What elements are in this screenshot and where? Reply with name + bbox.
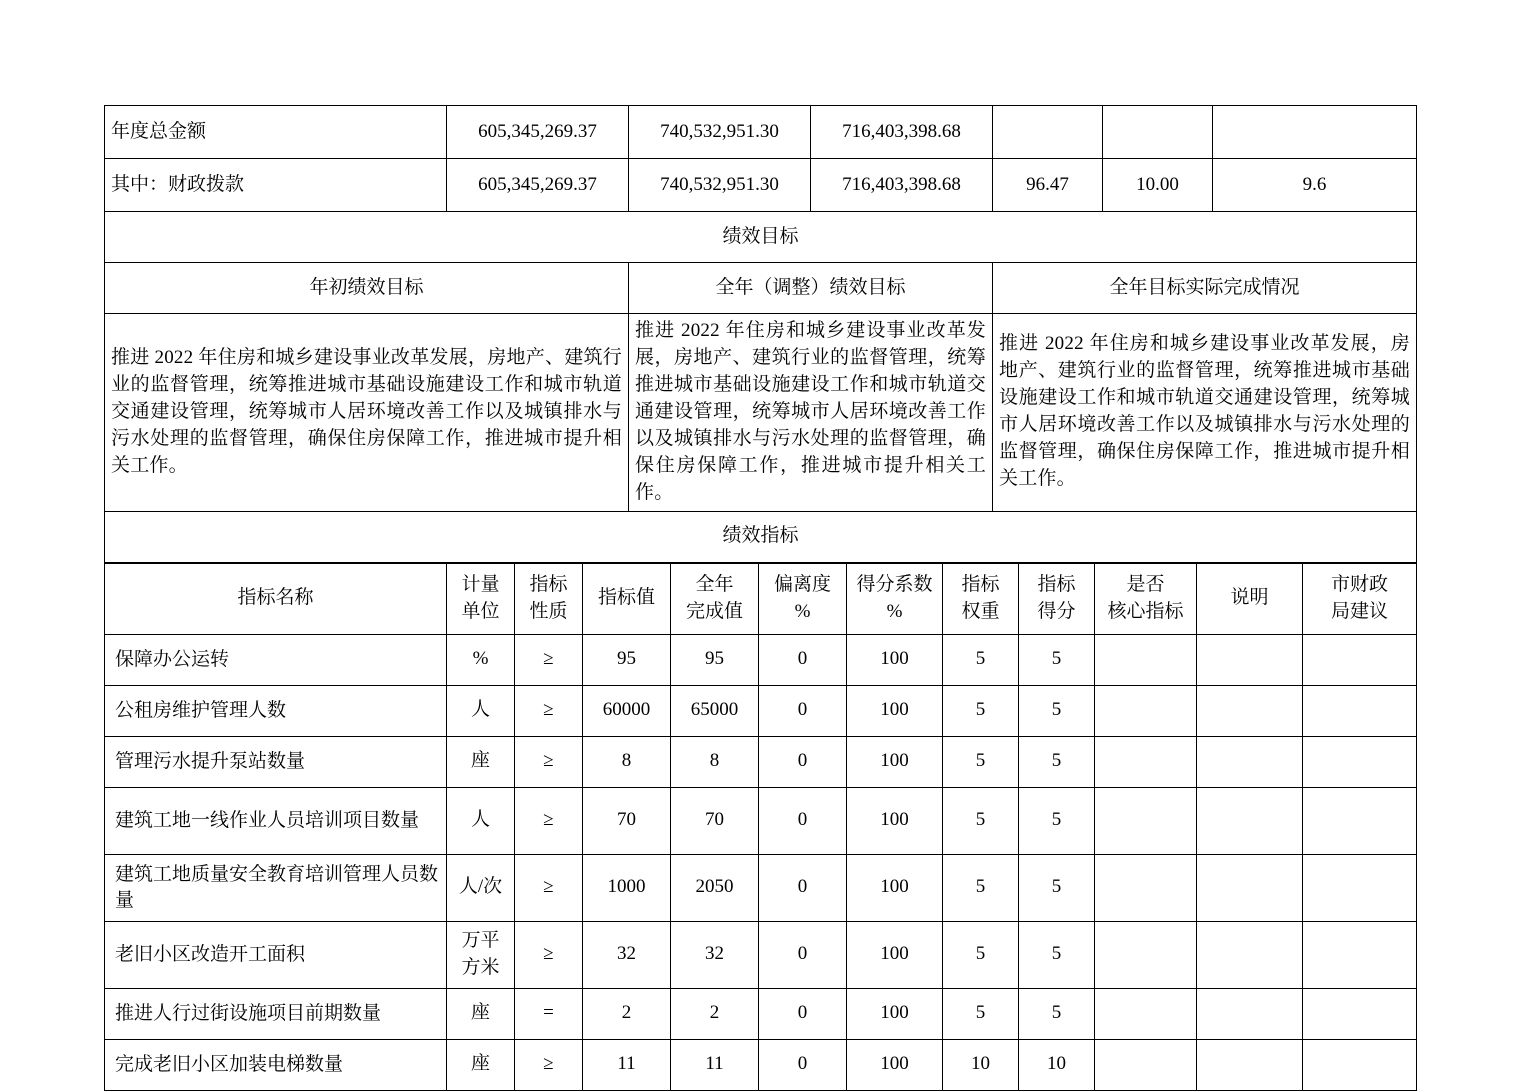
cell-note	[1197, 1039, 1303, 1090]
table-row	[105, 787, 1417, 854]
section-header-performance-goal	[105, 212, 1417, 263]
cell-deviation: 0	[759, 736, 847, 787]
cell-actual: 11	[671, 1039, 759, 1090]
cell-note	[1197, 685, 1303, 736]
table-row-annual-total	[105, 106, 1417, 159]
col-header-advice-label: 市财政 局建议	[1330, 573, 1388, 622]
cell-score: 5	[1019, 921, 1095, 988]
table-row	[105, 854, 1417, 921]
cell-annual-total-adjusted: 740,532,951.30	[629, 106, 811, 159]
cell-score: 5	[1019, 685, 1095, 736]
cell-deviation: 0	[759, 921, 847, 988]
cell-actual: 2	[671, 988, 759, 1039]
goal-header-initial: 年初绩效目标	[105, 263, 629, 314]
cell-fiscal-weight: 10.00	[1103, 159, 1213, 212]
cell-actual: 32	[671, 921, 759, 988]
cell-unit: 人	[447, 787, 515, 854]
cell-advice	[1303, 921, 1417, 988]
col-header-deviation-label: 偏离度 %	[773, 573, 831, 622]
cell-unit: %	[447, 634, 515, 685]
cell-index-name: 保障办公运转	[105, 634, 447, 685]
cell-target: 32	[583, 921, 671, 988]
cell-target: 11	[583, 1039, 671, 1090]
col-header-score	[1019, 563, 1095, 634]
cell-deviation: 0	[759, 634, 847, 685]
cell-fiscal-score: 9.6	[1213, 159, 1417, 212]
cell-deviation: 0	[759, 787, 847, 854]
cell-unit: 人/次	[447, 854, 515, 921]
cell-weight: 5	[943, 921, 1019, 988]
cell-deviation: 0	[759, 988, 847, 1039]
cell-nature: ≥	[515, 1039, 583, 1090]
cell-advice	[1303, 988, 1417, 1039]
table-row	[105, 1039, 1417, 1090]
cell-score-coef: 100	[847, 921, 943, 988]
cell-is-core	[1095, 634, 1197, 685]
cell-unit: 座	[447, 988, 515, 1039]
cell-annual-total-budget: 605,345,269.37	[447, 106, 629, 159]
col-header-unit	[447, 563, 515, 634]
cell-fiscal-actual: 716,403,398.68	[811, 159, 993, 212]
cell-score-coef: 100	[847, 634, 943, 685]
col-header-weight	[943, 563, 1019, 634]
cell-deviation: 0	[759, 685, 847, 736]
cell-index-name: 建筑工地一线作业人员培训项目数量	[105, 787, 447, 854]
cell-index-name: 公租房维护管理人数	[105, 685, 447, 736]
cell-fiscal-rate: 96.47	[993, 159, 1103, 212]
cell-weight: 5	[943, 854, 1019, 921]
index-header-row	[105, 563, 1417, 634]
col-header-nature-label: 指标 性质	[529, 573, 568, 622]
cell-target: 2	[583, 988, 671, 1039]
cell-score-coef: 100	[847, 988, 943, 1039]
row-label-annual-total: 年度总金额	[105, 106, 447, 159]
col-header-advice	[1303, 563, 1417, 634]
cell-advice	[1303, 634, 1417, 685]
cell-unit: 人	[447, 685, 515, 736]
goal-header-adjusted: 全年（调整）绩效目标	[629, 263, 993, 314]
table-row	[105, 634, 1417, 685]
cell-annual-total-actual: 716,403,398.68	[811, 106, 993, 159]
cell-nature: ≥	[515, 736, 583, 787]
cell-weight: 10	[943, 1039, 1019, 1090]
cell-weight: 5	[943, 787, 1019, 854]
col-header-score-label: 指标 得分	[1037, 573, 1076, 622]
cell-fiscal-budget: 605,345,269.37	[447, 159, 629, 212]
col-header-actual	[671, 563, 759, 634]
section-title-performance-index: 绩效指标	[105, 511, 1417, 562]
cell-weight: 5	[943, 736, 1019, 787]
table-row-fiscal-appropriation	[105, 159, 1417, 212]
cell-actual: 2050	[671, 854, 759, 921]
table-row	[105, 921, 1417, 988]
cell-score-coef: 100	[847, 1039, 943, 1090]
cell-actual: 70	[671, 787, 759, 854]
cell-unit: 座	[447, 1039, 515, 1090]
cell-score: 10	[1019, 1039, 1095, 1090]
cell-score-coef: 100	[847, 854, 943, 921]
cell-index-name: 推进人行过街设施项目前期数量	[105, 988, 447, 1039]
col-header-target: 指标值	[583, 563, 671, 634]
cell-note	[1197, 988, 1303, 1039]
cell-score: 5	[1019, 736, 1095, 787]
col-header-note: 说明	[1197, 563, 1303, 634]
cell-is-core	[1095, 787, 1197, 854]
col-header-score-coef-label: 得分系数 %	[856, 573, 933, 622]
cell-actual: 65000	[671, 685, 759, 736]
cell-advice	[1303, 854, 1417, 921]
col-header-unit-label: 计量 单位	[461, 573, 500, 622]
col-header-is-core-label: 是否 核心指标	[1107, 573, 1184, 622]
cell-target: 95	[583, 634, 671, 685]
col-header-weight-label: 指标 权重	[961, 573, 1000, 622]
table-row	[105, 736, 1417, 787]
cell-actual: 8	[671, 736, 759, 787]
cell-weight: 5	[943, 634, 1019, 685]
cell-target: 60000	[583, 685, 671, 736]
cell-score: 5	[1019, 634, 1095, 685]
cell-nature: =	[515, 988, 583, 1039]
table-row	[105, 988, 1417, 1039]
col-header-nature	[515, 563, 583, 634]
cell-weight: 5	[943, 988, 1019, 1039]
cell-is-core	[1095, 685, 1197, 736]
budget-performance-table	[104, 105, 1417, 563]
col-header-is-core	[1095, 563, 1197, 634]
section-title-performance-goal: 绩效目标	[105, 212, 1417, 263]
goal-header-row	[105, 263, 1417, 314]
cell-nature: ≥	[515, 634, 583, 685]
col-header-actual-label: 全年 完成值	[685, 573, 743, 622]
cell-target: 8	[583, 736, 671, 787]
goal-text-row	[105, 314, 1417, 512]
cell-annual-total-score	[1213, 106, 1417, 159]
cell-annual-total-weight	[1103, 106, 1213, 159]
cell-note	[1197, 736, 1303, 787]
cell-index-name: 完成老旧小区加装电梯数量	[105, 1039, 447, 1090]
goal-header-actual: 全年目标实际完成情况	[993, 263, 1417, 314]
table-row	[105, 685, 1417, 736]
cell-deviation: 0	[759, 854, 847, 921]
cell-score-coef: 100	[847, 685, 943, 736]
row-label-fiscal-appropriation: 其中：财政拨款	[105, 159, 447, 212]
cell-is-core	[1095, 736, 1197, 787]
cell-score-coef: 100	[847, 736, 943, 787]
cell-is-core	[1095, 921, 1197, 988]
cell-note	[1197, 921, 1303, 988]
goal-text-initial: 推进 2022 年住房和城乡建设事业改革发展，房地产、建筑行业的监督管理，统筹推进城市基础设施建设工作和城市轨道交通建设管理，统筹城市人居环境改善工作以及城镇排水与污水处理的监督管理，确保住房保障工作，推进城市提升相关工作。	[105, 314, 629, 512]
cell-actual: 95	[671, 634, 759, 685]
cell-nature: ≥	[515, 685, 583, 736]
cell-score: 5	[1019, 787, 1095, 854]
cell-advice	[1303, 1039, 1417, 1090]
cell-target: 1000	[583, 854, 671, 921]
cell-target: 70	[583, 787, 671, 854]
cell-index-name: 建筑工地质量安全教育培训管理人员数量	[105, 854, 447, 921]
cell-note	[1197, 787, 1303, 854]
cell-index-name: 老旧小区改造开工面积	[105, 921, 447, 988]
cell-score-coef: 100	[847, 787, 943, 854]
cell-weight: 5	[943, 685, 1019, 736]
performance-index-table	[104, 563, 1417, 1091]
cell-unit: 座	[447, 736, 515, 787]
cell-nature: ≥	[515, 854, 583, 921]
section-header-performance-index	[105, 511, 1417, 562]
cell-nature: ≥	[515, 921, 583, 988]
cell-score: 5	[1019, 988, 1095, 1039]
cell-advice	[1303, 685, 1417, 736]
cell-note	[1197, 634, 1303, 685]
cell-annual-total-rate	[993, 106, 1103, 159]
cell-score: 5	[1019, 854, 1095, 921]
cell-index-name: 管理污水提升泵站数量	[105, 736, 447, 787]
goal-text-actual: 推进 2022 年住房和城乡建设事业改革发展，房地产、建筑行业的监督管理，统筹推进城市基础设施建设工作和城市轨道交通建设管理，统筹城市人居环境改善工作以及城镇排水与污水处理的监督管理，确保住房保障工作，推进城市提升相关工作。	[993, 314, 1417, 512]
cell-unit: 万平 方米	[447, 921, 515, 988]
cell-note	[1197, 854, 1303, 921]
cell-is-core	[1095, 854, 1197, 921]
cell-is-core	[1095, 988, 1197, 1039]
cell-deviation: 0	[759, 1039, 847, 1090]
cell-is-core	[1095, 1039, 1197, 1090]
cell-advice	[1303, 787, 1417, 854]
cell-advice	[1303, 736, 1417, 787]
cell-nature: ≥	[515, 787, 583, 854]
cell-fiscal-adjusted: 740,532,951.30	[629, 159, 811, 212]
col-header-deviation	[759, 563, 847, 634]
col-header-score-coef	[847, 563, 943, 634]
goal-text-adjusted: 推进 2022 年住房和城乡建设事业改革发展，房地产、建筑行业的监督管理，统筹推进城市基础设施建设工作和城市轨道交通建设管理，统筹城市人居环境改善工作以及城镇排水与污水处理的监督管理，确保住房保障工作，推进城市提升相关工作。	[629, 314, 993, 512]
col-header-index-name: 指标名称	[105, 563, 447, 634]
